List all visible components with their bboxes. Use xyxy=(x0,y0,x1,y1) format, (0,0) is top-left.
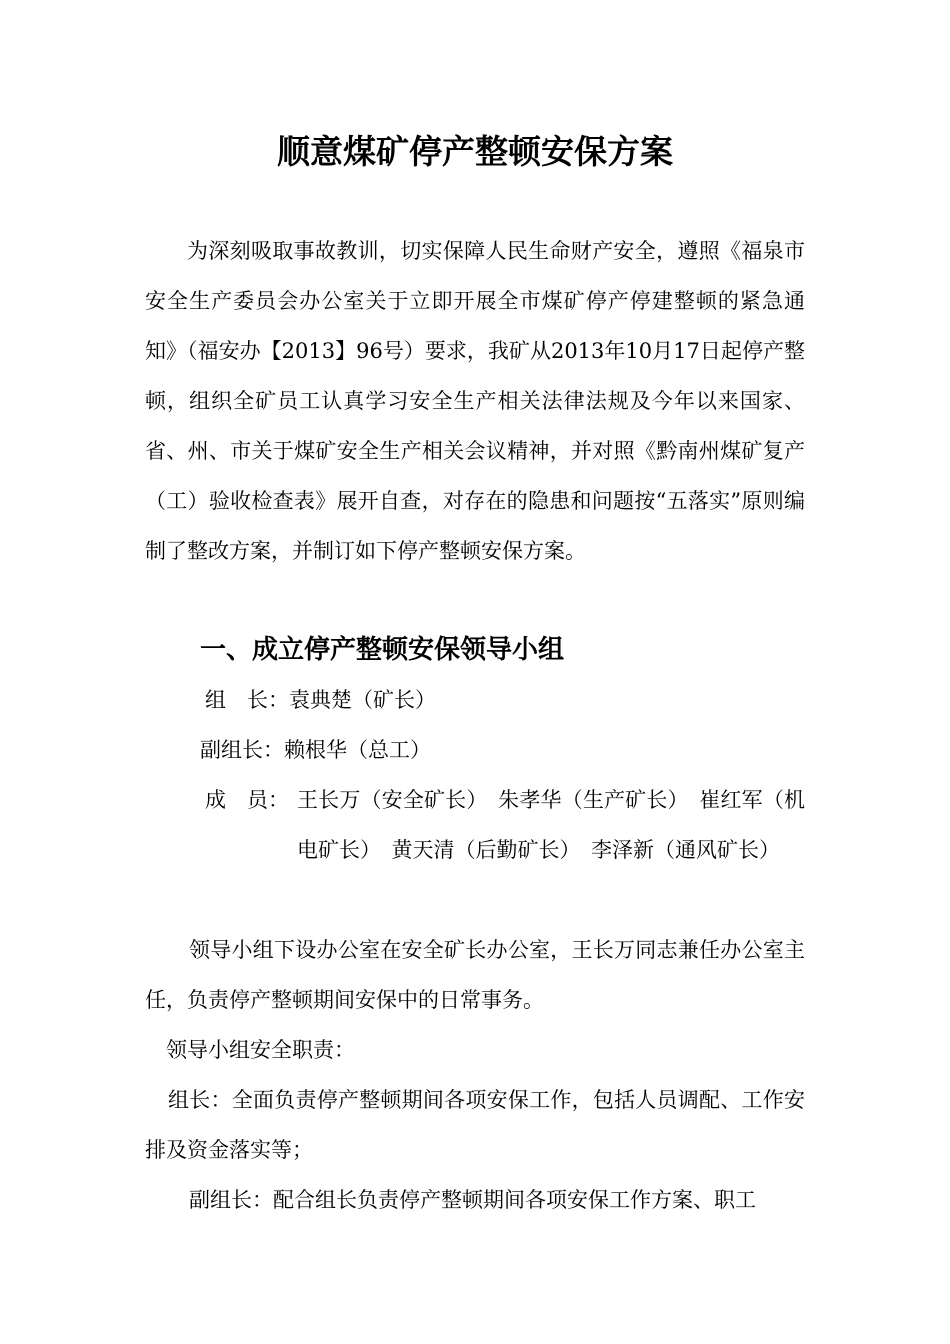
deputy-duty-paragraph: 副组长：配合组长负责停产整顿期间各项安保工作方案、职工 xyxy=(189,1188,756,1212)
deputy-line: 副组长：赖根华（总工） xyxy=(200,738,431,762)
members-block xyxy=(205,775,805,875)
members-list: 王长万（安全矿长） 朱孝华（生产矿长） 崔红军（机电矿长） 黄天清（后勤矿长） 李泽新（通风矿长） xyxy=(297,788,805,862)
leader-line: 组 长：袁典楚（矿长） xyxy=(205,688,436,712)
section-heading-1: 一、成立停产整顿安保领导小组 xyxy=(200,635,565,665)
intro-paragraph: 为深刻吸取事故教训，切实保障人民生命财产安全，遵照《福泉市安全生产委员会办公室关于立即开展全市煤矿停产停建整顿的紧急通知》（福安办【2013】96号）要求，我矿从2013年10月17日起停产整顿，组织全矿员工认真学习安全生产相关法律法规及今年以来国家、省、州、市关于煤矿安全生产相关会议精神，并对照《黔南州煤矿复产（工）验收检查表》展开自查，对存在的隐患和问题按“五落实”原则编制了整改方案，并制订如下停产整顿安保方案。 xyxy=(145,239,805,563)
duties-heading: 领导小组安全职责： xyxy=(166,1038,355,1062)
office-paragraph: 领导小组下设办公室在安全矿长办公室，王长万同志兼任办公室主任，负责停产整顿期间安保中的日常事务。 xyxy=(145,938,805,1012)
document-title: 顺意煤矿停产整顿安保方案 xyxy=(277,132,673,171)
leader-duty-paragraph: 组长：全面负责停产整顿期间各项安保工作，包括人员调配、工作安排及资金落实等； xyxy=(145,1088,805,1162)
members-label: 成 员： xyxy=(205,788,289,812)
